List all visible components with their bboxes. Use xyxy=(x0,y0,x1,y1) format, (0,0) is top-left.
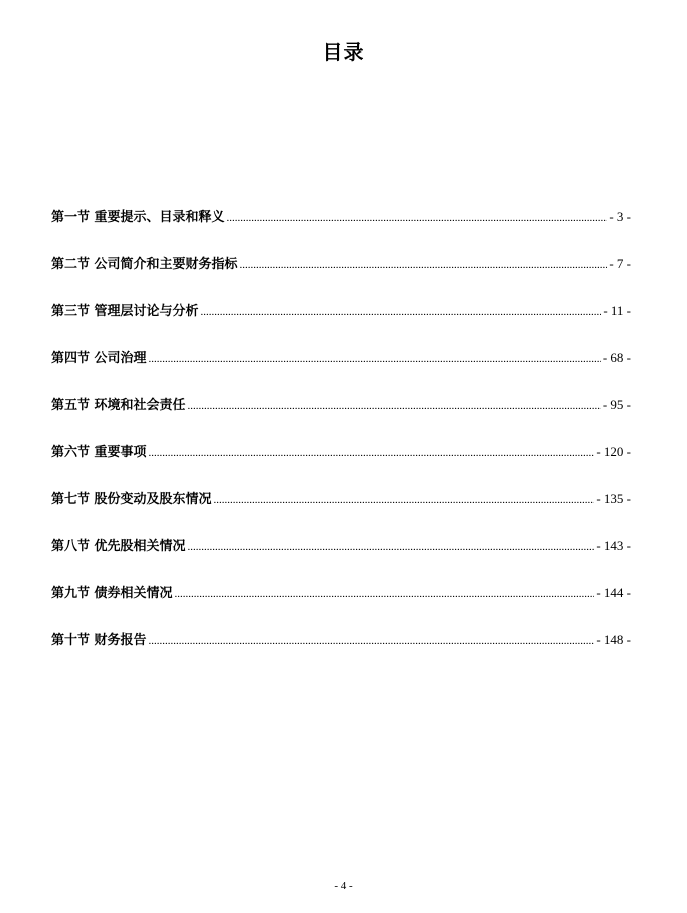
toc-entry-8[interactable] xyxy=(51,535,631,582)
toc-entry-label: 第十节 财务报告 xyxy=(51,633,147,648)
toc-entry-9[interactable] xyxy=(51,582,631,629)
toc-entry-3[interactable] xyxy=(51,300,631,347)
toc-dot-leader xyxy=(149,635,595,647)
toc-entry-page: - 68 - xyxy=(602,350,631,365)
toc-entry-label: 第六节 重要事项 xyxy=(51,445,147,460)
toc-entry-page: - 95 - xyxy=(602,397,631,412)
table-of-contents xyxy=(51,206,631,676)
toc-entry-page: - 143 - xyxy=(596,538,631,553)
toc-entry-5[interactable] xyxy=(51,394,631,441)
toc-entry-label: 第一节 重要提示、目录和释义 xyxy=(51,210,225,225)
toc-dot-leader xyxy=(188,541,595,553)
toc-entry-1[interactable] xyxy=(51,206,631,253)
toc-entry-page: - 3 - xyxy=(609,209,631,224)
toc-entry-2[interactable] xyxy=(51,253,631,300)
toc-entry-page: - 148 - xyxy=(596,632,631,647)
toc-entry-label: 第二节 公司简介和主要财务指标 xyxy=(51,257,238,272)
toc-entry-label: 第四节 公司治理 xyxy=(51,351,147,366)
toc-dot-leader xyxy=(201,306,602,318)
toc-entry-7[interactable] xyxy=(51,488,631,535)
toc-entry-label: 第五节 环境和社会责任 xyxy=(51,398,186,413)
toc-entry-page: - 11 - xyxy=(603,303,631,318)
toc-dot-leader xyxy=(149,447,595,459)
page-title: 目录 xyxy=(322,40,365,64)
toc-entry-page: - 135 - xyxy=(596,491,631,506)
toc-entry-page: - 144 - xyxy=(596,585,631,600)
toc-entry-10[interactable] xyxy=(51,629,631,676)
toc-dot-leader xyxy=(175,588,595,600)
toc-entry-page: - 120 - xyxy=(596,444,631,459)
toc-entry-label: 第八节 优先股相关情况 xyxy=(51,539,186,554)
toc-entry-page: - 7 - xyxy=(609,256,631,271)
toc-entry-label: 第九节 债券相关情况 xyxy=(51,586,173,601)
toc-entry-label: 第七节 股份变动及股东情况 xyxy=(51,492,212,507)
toc-entry-4[interactable] xyxy=(51,347,631,394)
toc-entry-6[interactable] xyxy=(51,441,631,488)
toc-entry-label: 第三节 管理层讨论与分析 xyxy=(51,304,199,319)
toc-dot-leader xyxy=(214,494,595,506)
toc-dot-leader xyxy=(227,212,608,224)
toc-dot-leader xyxy=(149,353,601,365)
toc-dot-leader xyxy=(188,400,601,412)
toc-dot-leader xyxy=(240,259,608,271)
page-number: - 4 - xyxy=(334,880,353,892)
